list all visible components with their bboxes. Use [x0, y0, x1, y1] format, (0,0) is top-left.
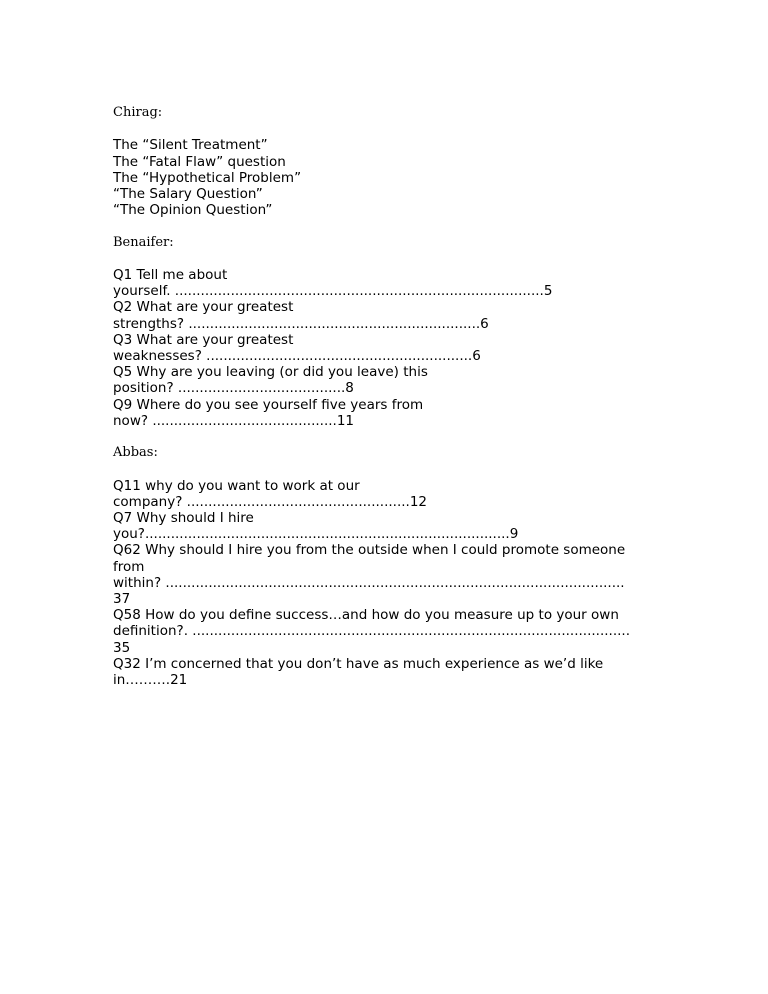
toc-line: Q2 What are your greatest — [113, 299, 294, 316]
toc-line: Q9 Where do you see yourself five years from — [113, 396, 424, 413]
toc-line: Q3 What are your greatest — [113, 331, 294, 348]
toc-line: Q32 I’m concerned that you don’t have as much experience as we’d like — [113, 655, 604, 672]
document-body — [113, 105, 658, 688]
list-item: “The Opinion Question” — [113, 202, 273, 219]
list-item: “The Salary Question” — [113, 186, 263, 202]
toc-line: Q1 Tell me about — [113, 266, 228, 283]
toc-line: Q62 Why should I hire you from the outside when I could promote someone — [113, 542, 626, 559]
toc-line: 37 — [113, 591, 131, 608]
spacer — [113, 121, 658, 137]
toc-line: position? .......................................8 — [113, 380, 354, 397]
list-item: The “Silent Treatment” — [113, 137, 268, 154]
spacer — [113, 251, 658, 267]
toc-line: Q7 Why should I hire — [113, 510, 254, 526]
toc-line: Q11 why do you want to work at our — [113, 477, 360, 494]
toc-line: yourself. ......................................................................................5 — [113, 283, 553, 300]
toc-line: you?.....................................................................................9 — [113, 526, 519, 543]
spacer — [113, 461, 658, 477]
toc-line: now? ...........................................11 — [113, 412, 355, 429]
spacer — [113, 218, 658, 234]
list-item: The “Hypothetical Problem” — [113, 169, 302, 186]
toc-line: in……….21 — [113, 672, 188, 689]
toc-line: within? ........................................................................................................... — [113, 574, 625, 591]
spacer — [113, 429, 658, 445]
toc-line: strengths? ....................................................................6 — [113, 315, 489, 332]
section-heading-benaifer: Benaifer: — [113, 234, 174, 250]
toc-line: company? ....................................................12 — [113, 493, 428, 510]
toc-line: definition?. ...................................................................................................... — [113, 623, 631, 640]
section-heading-abbas: Abbas: — [113, 445, 158, 461]
toc-line: Q58 How do you define success…and how do you measure up to your own — [113, 607, 619, 624]
toc-line: weaknesses? ..............................................................6 — [113, 348, 481, 364]
section-heading-chirag: Chirag: — [113, 105, 163, 120]
toc-line: Q5 Why are you leaving (or did you leave) this — [113, 364, 428, 381]
toc-line: from — [113, 558, 145, 575]
list-item: The “Fatal Flaw” question — [113, 153, 286, 170]
toc-line: 35 — [113, 639, 131, 656]
